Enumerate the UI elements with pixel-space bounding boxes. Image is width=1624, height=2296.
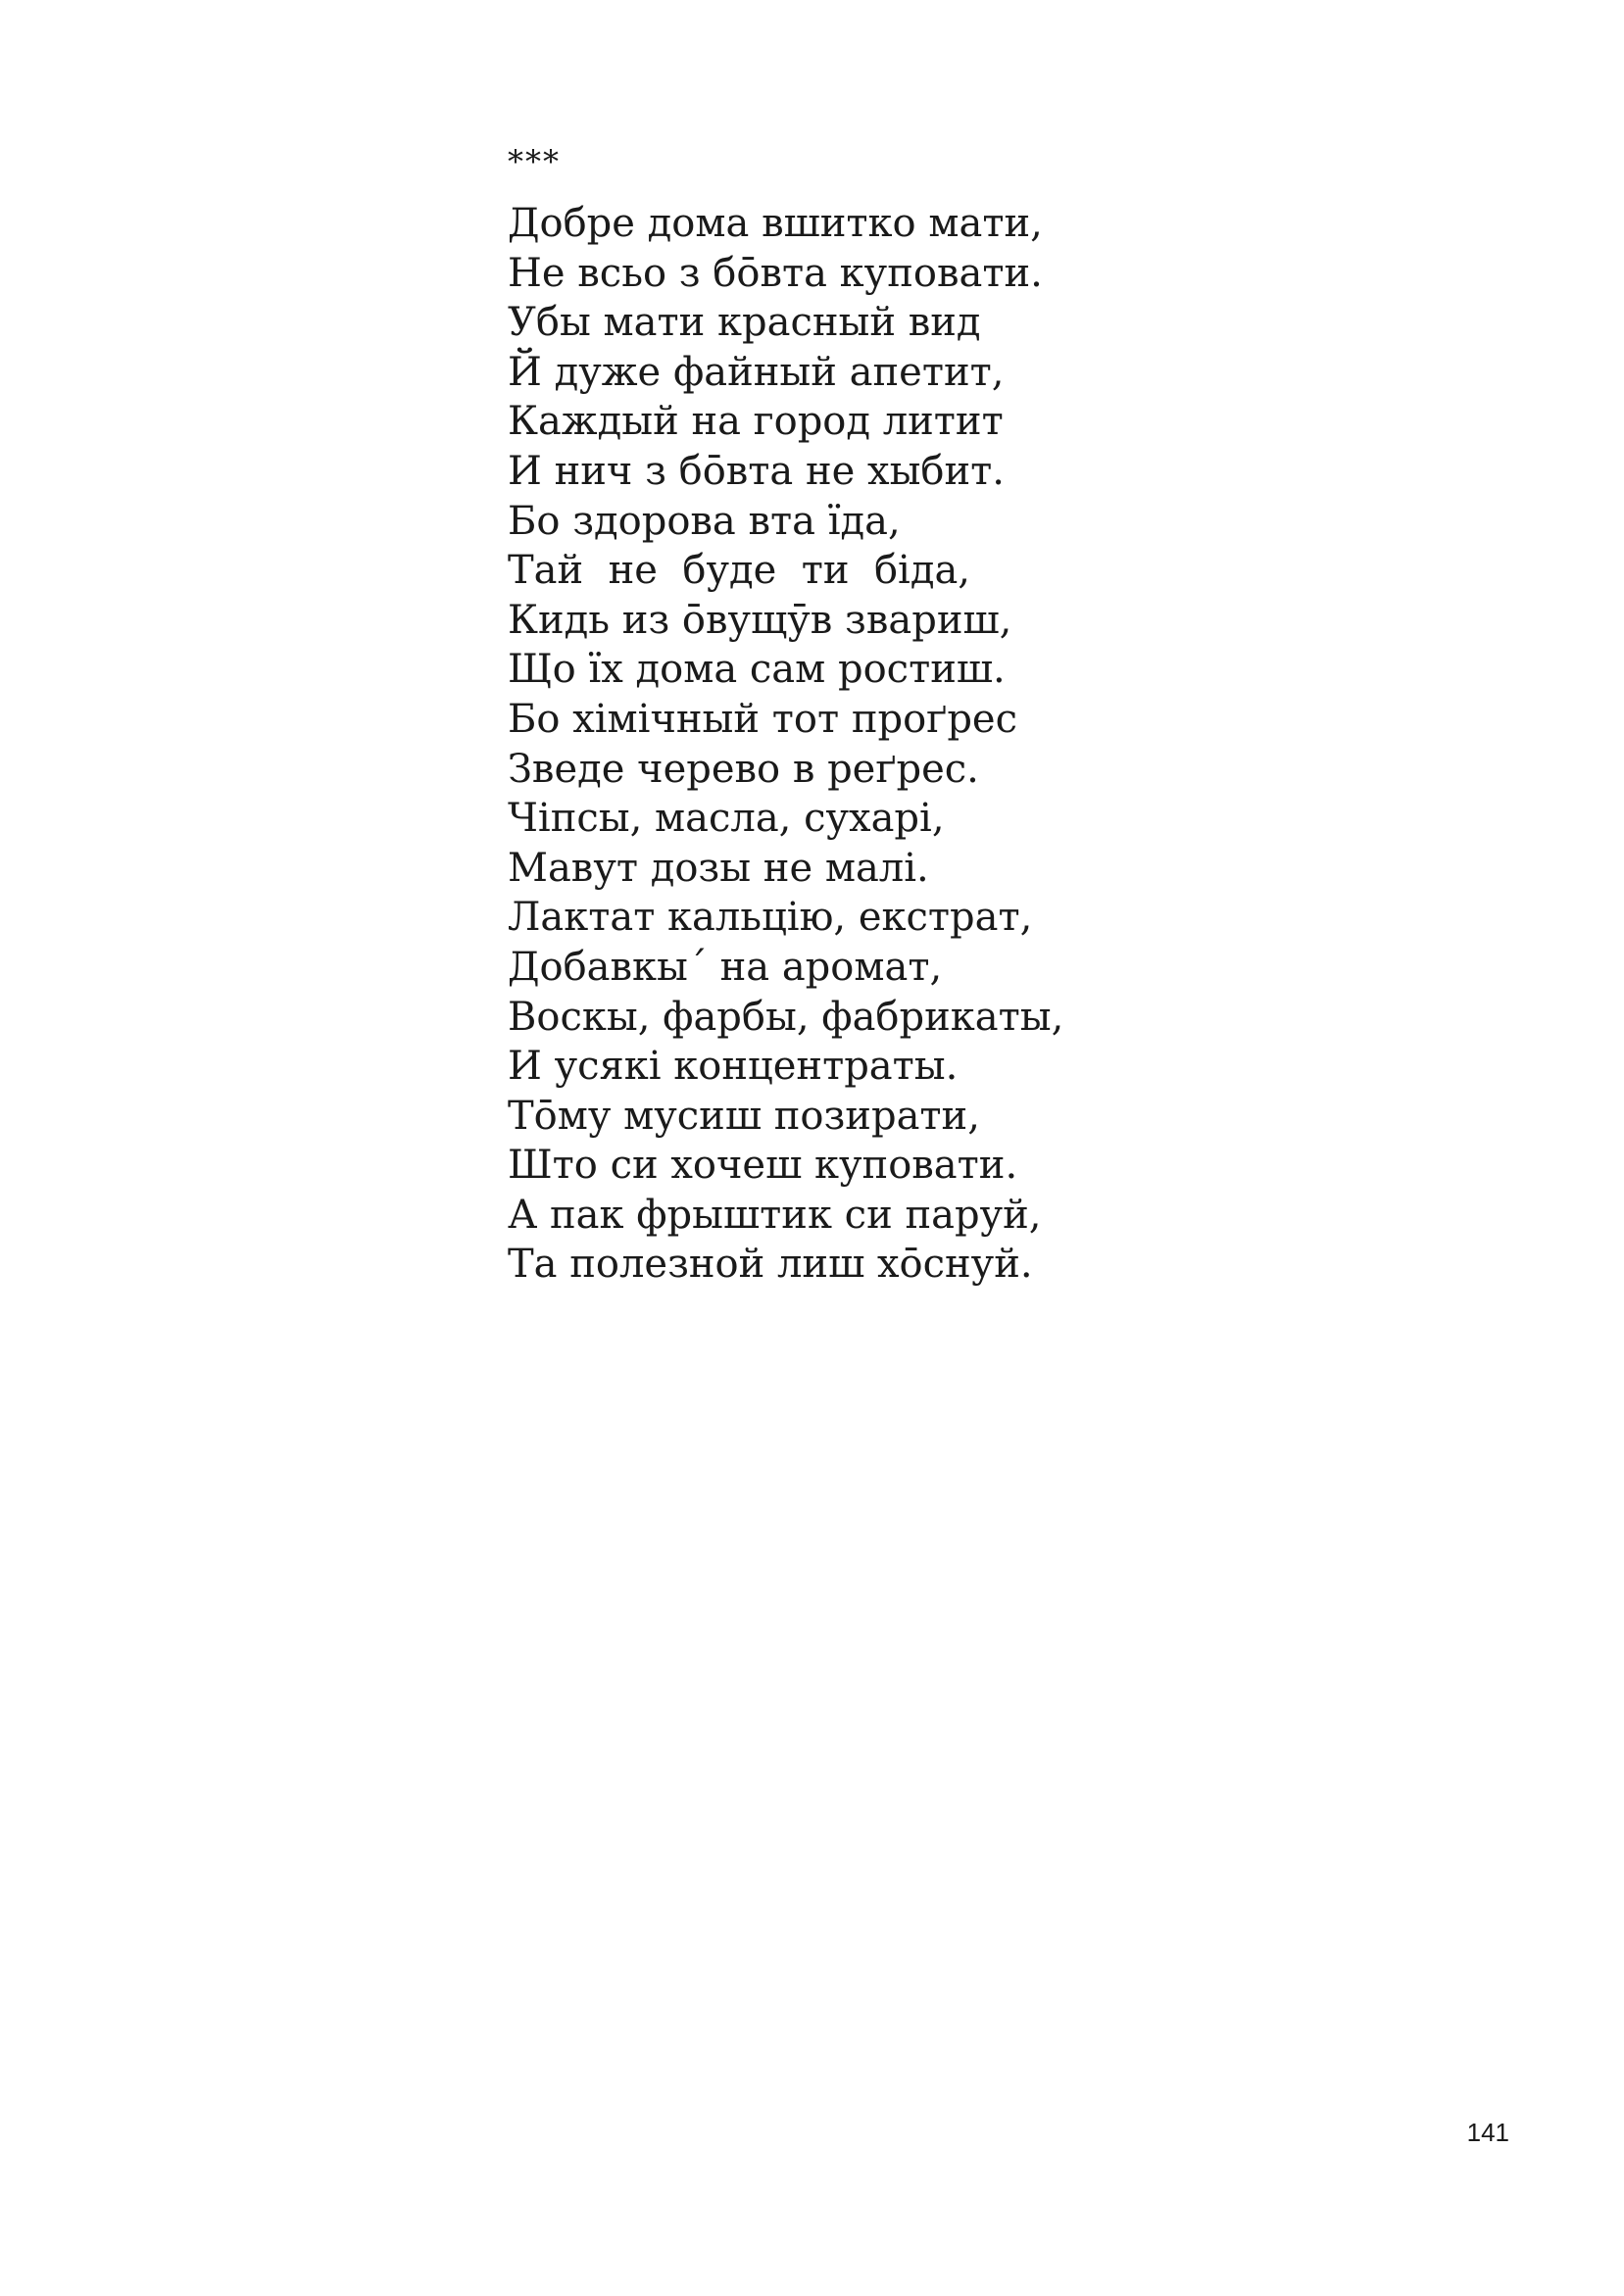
poem-line: И усякі концентраты.	[508, 1044, 959, 1090]
poem-line: Тай не буде ти біда,	[508, 548, 971, 594]
poem-line: Бо хімічный тот проґрес	[508, 696, 1017, 742]
poem-line: Добавкы´ на аромат,	[508, 944, 943, 990]
poem-line: Не всьо з бо̄вта куповати.	[508, 250, 1043, 296]
poem-line: И нич з бо̄вта не хыбит.	[508, 448, 1006, 494]
poem-line: Добре дома вшитко мати,	[508, 201, 1043, 246]
poem-line: Каждый на город литит	[508, 399, 1004, 445]
poem-line: А пак фрыштик си паруй,	[508, 1192, 1042, 1238]
poem-line: То̄му мусиш позирати,	[508, 1093, 980, 1139]
poem-line: Та полезной лиш хо̄снуй.	[508, 1242, 1033, 1288]
poem-separator: ***	[508, 143, 561, 180]
poem-line: Що їх дома сам ростиш.	[508, 647, 1006, 693]
poem	[508, 142, 1488, 1290]
page-number: 141	[1466, 2118, 1509, 2147]
poem-line: Воскы, фарбы, фабрикаты,	[508, 994, 1064, 1040]
poem-line: Чіпсы, масла, сухарі,	[508, 796, 945, 842]
poem-line: Й дуже файный апетит,	[508, 349, 1005, 395]
poem-line: Убы мати красный вид	[508, 300, 981, 346]
poem-line: Бо здорова вта їда,	[508, 498, 901, 544]
poem-line: Лактат кальцію, екстрат,	[508, 895, 1033, 941]
poem-line: Што си хочеш куповати.	[508, 1143, 1018, 1189]
poem-lines	[508, 199, 1488, 1290]
poem-line: Мавут дозы не малі.	[508, 845, 929, 891]
poem-line: Кидь из о̄вущӯв звариш,	[508, 597, 1012, 643]
poem-line: Зведе черево в реґрес.	[508, 746, 979, 792]
